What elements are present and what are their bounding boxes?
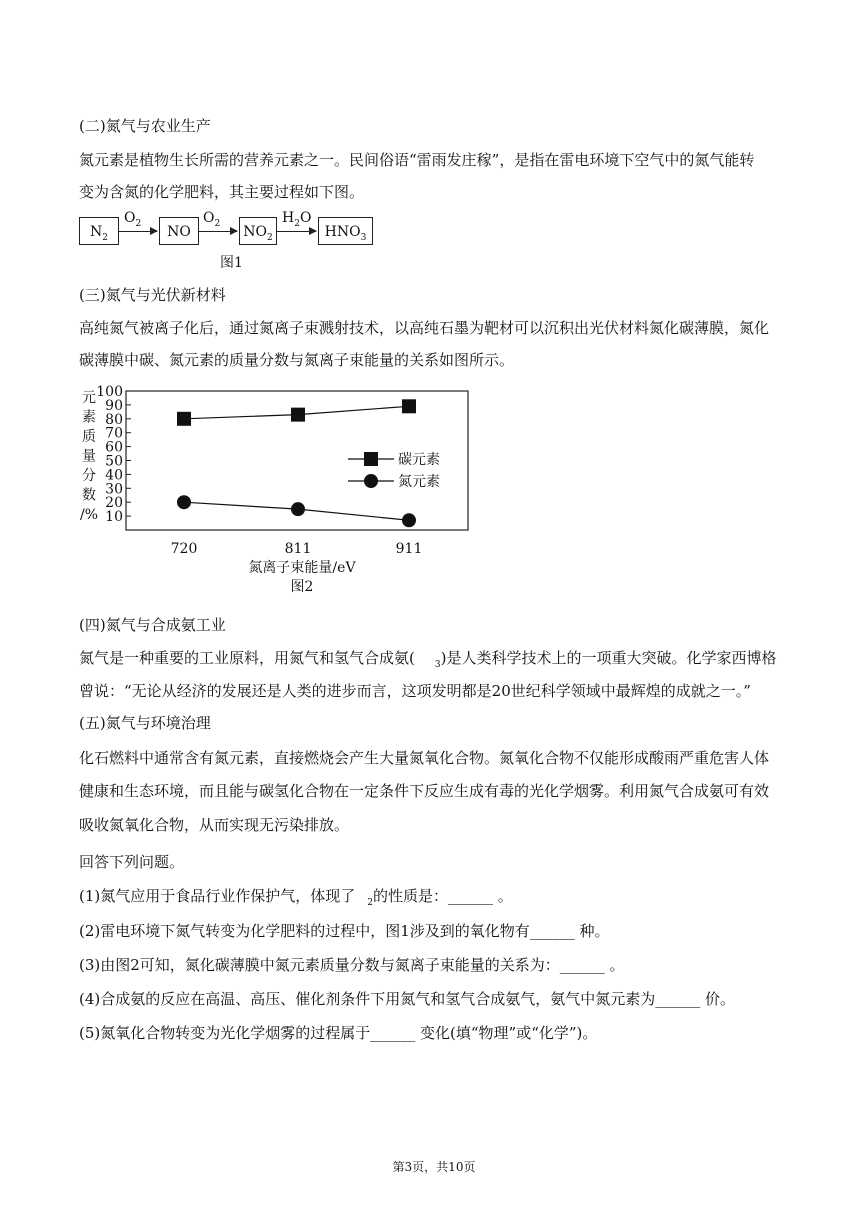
flow-arrow-2 [199, 231, 237, 232]
y-tick-label: 20 [105, 495, 123, 512]
legend-marker-circle [364, 474, 378, 488]
y-tick-label: 60 [105, 439, 123, 456]
data-point-nitrogen [402, 513, 416, 527]
arrow-label-h2o: $H_2O$ [282, 210, 312, 229]
x-tick-label: 811 [284, 541, 312, 557]
y-tick-label: 80 [105, 411, 123, 428]
data-point-nitrogen [177, 495, 191, 509]
y-axis-label-char: /% [79, 507, 99, 523]
y-tick-label: 70 [105, 425, 123, 442]
paragraph-line: 化石燃料中通常含有氮元素，直接燃烧会产生大量氮氧化合物。氮氧化合物不仅能形成酸雨严重危害人体 [79, 749, 770, 767]
legend-label: 碳元素 [398, 452, 440, 468]
figure1-caption: 图1 [220, 255, 243, 271]
figure1-flow-diagram [79, 212, 379, 272]
flow-box-hno3: $HNO_3$ [318, 217, 373, 245]
legend-marker-square [364, 452, 378, 466]
data-point-carbon [291, 408, 305, 422]
paragraph-line: 曾说：“无论从经济的发展还是人类的进步而言，这项发明都是20世纪科学领域中最辉煌的成就之一。” [79, 682, 751, 700]
flow-arrow-1 [119, 231, 157, 232]
y-axis-label-char: 质 [82, 429, 96, 445]
question-3: (3)由图2可知，氮化碳薄膜中氮元素质量分数与氮离子束能量的关系为：______ 。 [79, 956, 625, 974]
section-title-ammonia: (四)氮气与合成氨工业 [79, 616, 226, 634]
paragraph-line: 氮气是一种重要的工业原料，用氮气和氢气合成氨( $_3$)是人类科学技术上的一项重大突破。化学家西博格 [79, 649, 777, 670]
y-tick-label: 100 [96, 384, 123, 400]
questions-intro: 回答下列问题。 [79, 853, 185, 871]
question-4: (4)合成氨的反应在高温、高压、催化剂条件下用氮气和氢气合成氨气，氨气中氮元素为______ 价。 [79, 990, 736, 1008]
flow-box-no: NO [159, 217, 199, 245]
y-axis-label-char: 量 [82, 448, 96, 465]
arrow-label-o2: $O_2$ [203, 210, 221, 229]
section-title-environment: (五)氮气与环境治理 [79, 714, 211, 732]
y-axis-label-char: 素 [82, 409, 96, 426]
question-5: (5)氮氧化合物转变为光化学烟雾的过程属于______ 变化(填“物理”或“化学”)。 [79, 1024, 598, 1042]
y-axis-label-char: 元 [82, 390, 96, 406]
y-axis-label-char: 数 [82, 487, 96, 504]
arrow-label-o2: $O_2$ [124, 210, 142, 229]
figure2-chart [76, 382, 476, 602]
paragraph-line: 高纯氮气被离子化后，通过氮离子束溅射技术，以高纯石墨为靶材可以沉积出光伏材料氮化碳薄膜，氮化 [79, 319, 770, 337]
data-point-carbon [177, 412, 191, 426]
question-1: (1)氮气应用于食品行业作保护气，体现了 $_2$的性质是：______ 。 [79, 887, 513, 908]
x-axis-label: 氮离子束能量/eV [248, 560, 356, 576]
flow-box-n2: $N_2$ [79, 217, 119, 245]
y-tick-label: 10 [105, 509, 123, 526]
paragraph-line: 变为含氮的化学肥料，其主要过程如下图。 [79, 183, 365, 201]
data-point-carbon [402, 399, 416, 413]
y-tick-label: 90 [105, 397, 123, 414]
section-title-agriculture: (二)氮气与农业生产 [79, 117, 211, 135]
paragraph-line: 健康和生态环境，而且能与碳氢化合物在一定条件下反应生成有毒的光化学烟雾。利用氮气合成氨可有效 [79, 782, 770, 800]
paragraph-line: 吸收氮氧化合物，从而实现无污染排放。 [79, 816, 350, 834]
x-tick-label: 720 [170, 541, 198, 557]
y-axis-label-char: 分 [82, 468, 96, 484]
page-footer: 第3页，共10页 [392, 1160, 476, 1174]
section-title-photovoltaic: (三)氮气与光伏新材料 [79, 286, 226, 304]
flow-box-no2: $NO_2$ [239, 217, 277, 245]
flow-arrow-3 [277, 231, 316, 232]
y-tick-label: 40 [105, 467, 123, 484]
question-2: (2)雷电环境下氮气转变为化学肥料的过程中，图1涉及到的氧化物有______ 种。 [79, 922, 610, 940]
y-tick-label: 50 [105, 453, 123, 470]
y-tick-label: 30 [105, 481, 123, 498]
figure2-caption: 图2 [290, 579, 314, 595]
paragraph-line: 碳薄膜中碳、氮元素的质量分数与氮离子束能量的关系如图所示。 [79, 351, 515, 369]
legend-label: 氮元素 [398, 474, 440, 490]
paragraph-line: 氮元素是植物生长所需的营养元素之一。民间俗语“雷雨发庄稼”，是指在雷电环境下空气中的氮气能转 [79, 151, 755, 169]
data-point-nitrogen [291, 502, 305, 516]
x-tick-label: 911 [395, 541, 423, 557]
